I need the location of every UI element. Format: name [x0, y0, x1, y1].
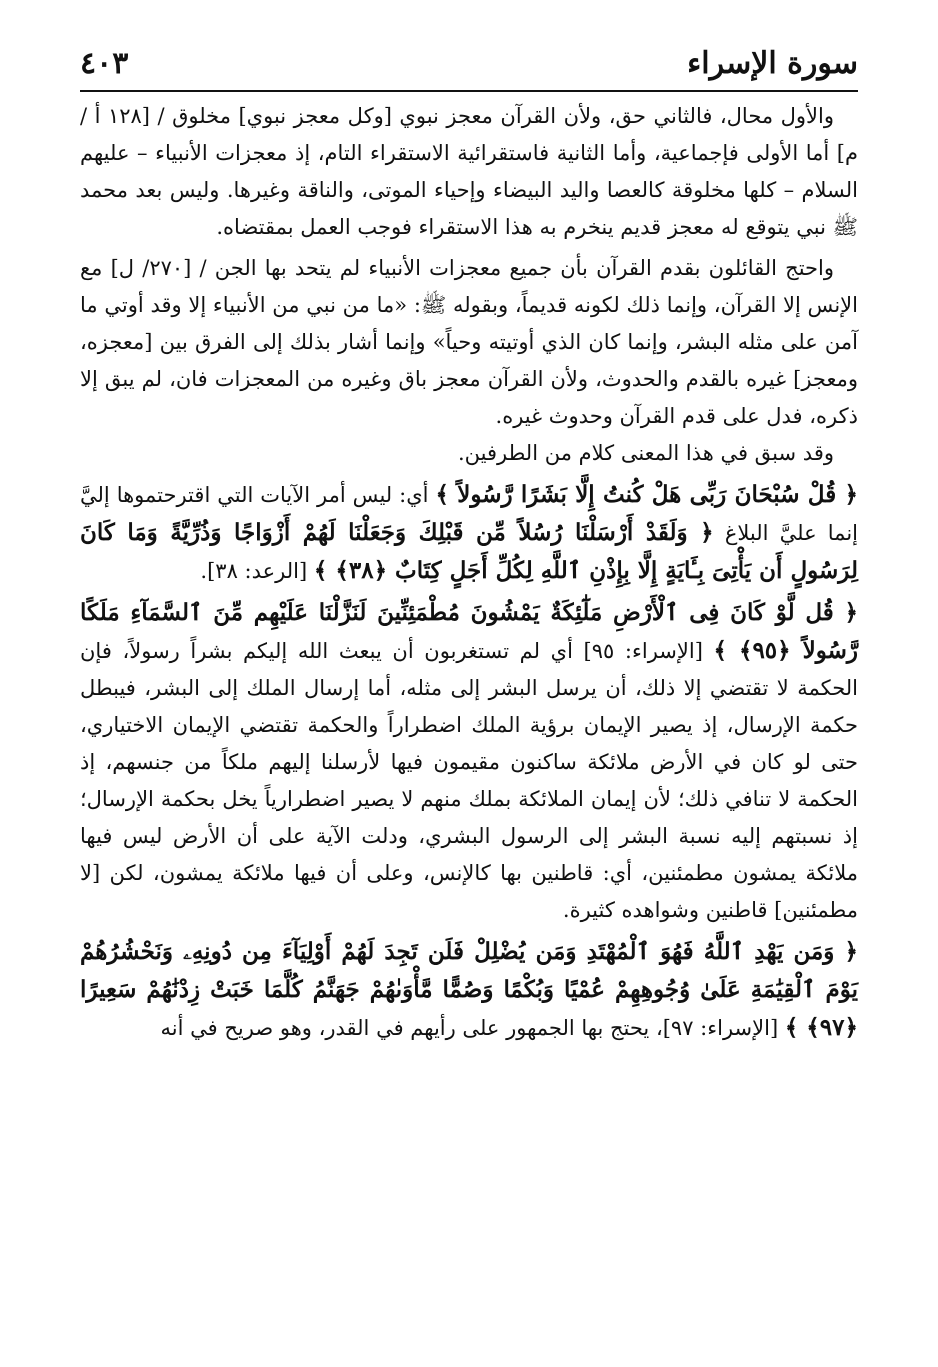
commentary-text: [الإسراء: ٩٥] أي لم تستغربون أن يبعث الله إليكم بشراً رسولاً، فإن الحكمة لا تقتضي إلا ذلك، أن يرسل البشر إلى مثله، أما إرسال الملك إلى البشر، فيبطل حكمة الإرسال، إذ يصير الإيمان برؤية الملك اضطراراً والحكمة تقتضي الإيمان الاختياري، حتى لو كان في الأرض ملائكة ساكنون مقيمون فيها لأرسلنا إليهم ملكاً من جنسهم، إذ الحكمة لا تنافي ذلك؛ لأن إيمان الملائكة بملك منهم لا يصير اضطرارياً يخل بحكمة الإرسال؛ إذ نسبتهم إليه نسبة البشر إلى الرسول البشري، ودلت الآية على أن الأرض ليس فيها ملائكة يمشون مطمئنين، أي: قاطنين بها كالإنس، وعلى أن فيها ملائكة يمشون، لكن [لا مطمئنين] قاطنين وشواهده كثيرة.	[80, 639, 858, 922]
page-header	[80, 38, 858, 86]
page-number: ٤٠٣	[80, 46, 129, 81]
commentary-text: [الإسراء: ٩٧]، يحتج بها الجمهور على رأيهم في القدر، وهو صريح في أنه	[160, 1016, 779, 1040]
book-page	[80, 38, 858, 1338]
quran-verse: ﴿ قُلْ سُبْحَانَ رَبِّى هَلْ كُنتُ إِلَّا بَشَرًا رَّسُولاً ﴾	[435, 481, 858, 508]
verse-paragraph	[80, 476, 858, 590]
commentary-text: أي: ليس أمر الآيات التي اقترحتموها إليَّ إنما عليَّ البلاغ	[80, 483, 859, 545]
header-divider	[80, 90, 858, 92]
surah-title: سورة الإسراء	[687, 46, 858, 81]
verse-paragraph	[80, 594, 858, 929]
verse-reference: [الرعد: ٣٨].	[200, 559, 308, 583]
paragraph: واحتج القائلون بقدم القرآن بأن جميع معجزات الأنبياء لم يتحد بها الجن / [٢٧٠/ ل] مع الإنس إلا القرآن، وإنما ذلك لكونه قديماً، وبقوله ﷺ: «ما من نبي من الأنبياء إلا وقد أوتي ما آمن على مثله البشر، وإنما كان الذي أوتيته وحياً» وإنما أشار بذلك إلى الفرق بين [معجزه، ومعجز] غيره بالقدم والحدوث، ولأن القرآن معجز باق وغيره من المعجزات فان، لم يبق إلا ذكره، فدل على قدم القرآن وحدوث غيره.	[80, 256, 858, 428]
quran-verse: ﴿ وَلَقَدْ أَرْسَلْنَا رُسُلاً مِّن قَبْلِكَ وَجَعَلْنَا لَهُمْ أَزْوَاجًا وَذُرِّيَّةً وَمَا كَانَ لِرَسُولٍ أَن يَأْتِىَ بِـَٔايَةٍ إِلَّا بِإِذْنِ ٱللَّهِ لِكُلِّ أَجَلٍ كِتَابٌ ﴿٣٨﴾ ﴾	[80, 519, 858, 584]
verse-paragraph	[80, 933, 858, 1047]
page-body	[80, 98, 858, 1047]
paragraph: وقد سبق في هذا المعنى كلام من الطرفين.	[457, 441, 834, 465]
quran-verse: ﴿ وَمَن يَهْدِ ٱللَّهُ فَهُوَ ٱلْمُهْتَدِ وَمَن يُضْلِلْ فَلَن تَجِدَ لَهُمْ أَوْلِيَآءَ مِن دُونِهِۦ وَنَحْشُرُهُمْ يَوْمَ ٱلْقِيَٰمَةِ عَلَىٰ وُجُوهِهِمْ عُمْيًا وَبُكْمًا وَصُمًّا مَّأْوَىٰهُمْ جَهَنَّمُ كُلَّمَا خَبَتْ زِدْنَٰهُمْ سَعِيرًا ﴿٩٧﴾ ﴾	[80, 938, 858, 1041]
paragraph: والأول محال، فالثاني حق، ولأن القرآن معجز نبوي [وكل معجز نبوي] مخلوق / [١٢٨ أ /م] أما الأولى فإجماعية، وأما الثانية فاستقرائية الاستقراء التام، إذ معجزات الأنبياء – عليهم السلام – كلها مخلوقة كالعصا واليد البيضاء وإحياء الموتى، والناقة وغيرها. وليس بعد محمد ﷺ نبي يتوقع له معجز قديم ينخرم به هذا الاستقراء فوجب العمل بمقتضاه.	[80, 104, 858, 239]
quran-verse: ﴿ قُل لَّوْ كَانَ فِى ٱلْأَرْضِ مَلَٰٓئِكَةٌ يَمْشُونَ مُطْمَئِنِّينَ لَنَزَّلْنَا عَلَيْهِم مِّنَ ٱلسَّمَآءِ مَلَكًا رَّسُولاً ﴿٩٥﴾ ﴾	[80, 599, 858, 664]
